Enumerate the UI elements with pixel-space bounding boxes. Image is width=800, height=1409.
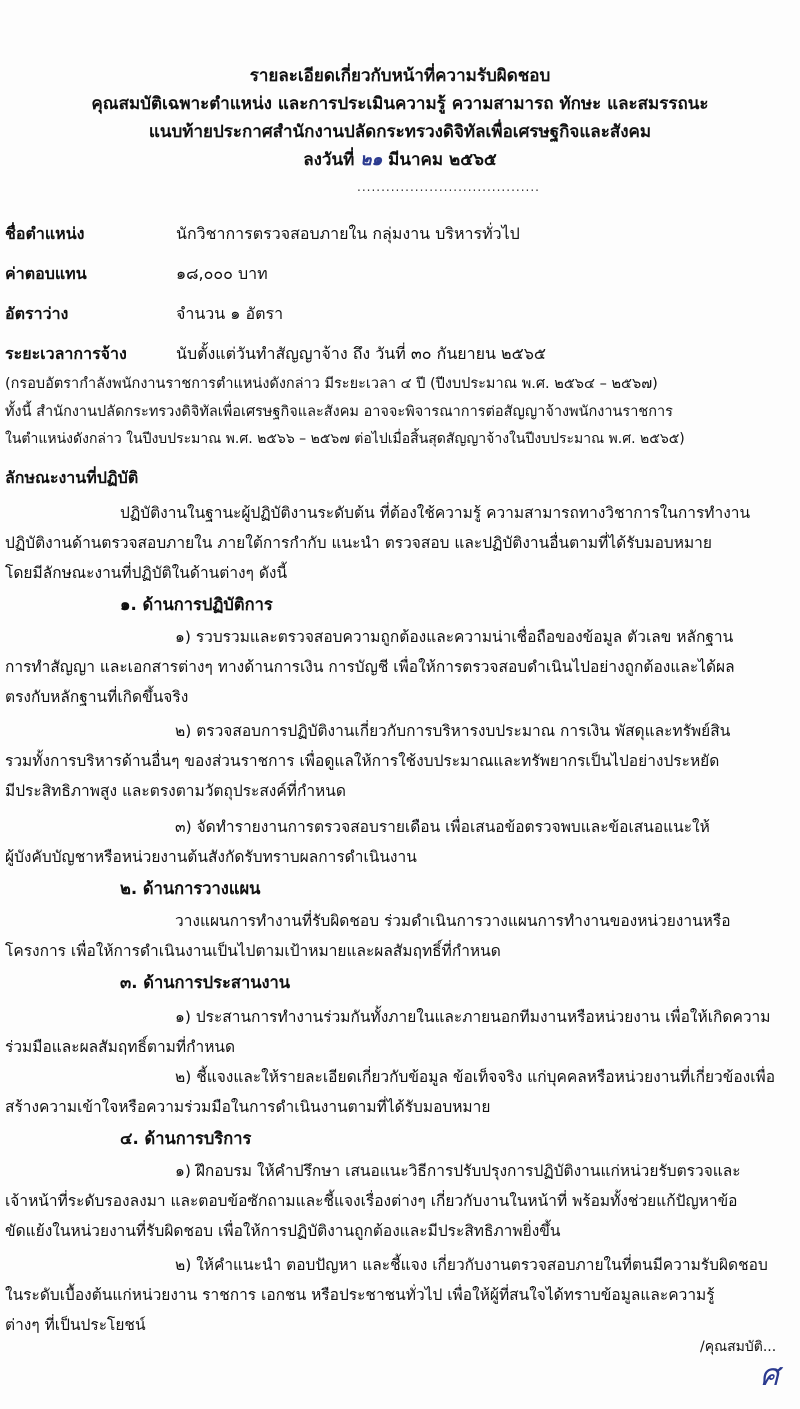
- field-label-vacancy: อัตราว่าง: [5, 304, 69, 323]
- section-1-item-3-line1: ๓) จัดทำรายงานการตรวจสอบรายเดือน เพื่อเสนอข้อตรวจพบและข้อเสนอแนะให้: [175, 818, 710, 836]
- field-label-salary: ค่าตอบแทน: [5, 264, 87, 283]
- doc-title-line1: รายละเอียดเกี่ยวกับหน้าที่ความรับผิดชอบ: [249, 66, 551, 86]
- separator-dots: ......................................: [357, 180, 540, 194]
- section-1-item-1-line2: การทำสัญญา และเอกสารต่างๆ ทางด้านการเงิน การบัญชี เพื่อให้การตรวจสอบดำเนินไปอย่างถูกต้องและได้ผล: [5, 658, 735, 676]
- section-4-item-1-line1: ๑) ฝึกอบรม ให้คำปรึกษา เสนอแนะวิธีการปรับปรุงการปฏิบัติงานแก่หน่วยรับตรวจและ: [175, 1162, 741, 1180]
- date-rest: มีนาคม ๒๕๖๕: [388, 150, 497, 170]
- section-1-item-1-line3: ตรงกับหลักฐานที่เกิดขึ้นจริง: [5, 688, 189, 706]
- continued-marker: /คุณสมบัติ...: [700, 1339, 777, 1355]
- employment-note-line1: (กรอบอัตรากำลังพนักงานราชการตำแหน่งดังกล่าว มีระยะเวลา ๔ ปี (ปีงบประมาณ พ.ศ. ๒๕๖๔ – ๒๕๖๗): [5, 376, 658, 392]
- section-2-title: ๒. ด้านการวางแผน: [120, 879, 261, 898]
- duties-intro-line3: โดยมีลักษณะงานที่ปฏิบัติในด้านต่างๆ ดังนี้: [5, 564, 288, 582]
- duties-intro-line2: ปฏิบัติงานด้านตรวจสอบภายใน ภายใต้การกำกับ แนะนำ ตรวจสอบ และปฏิบัติงานอื่นตามที่ได้รับมอบหมาย: [5, 534, 712, 552]
- section-4-item-1-line3: ขัดแย้งในหน่วยงานที่รับผิดชอบ เพื่อให้การปฏิบัติงานถูกต้องและมีประสิทธิภาพยิ่งขึ้น: [5, 1222, 561, 1240]
- section-4-item-2-line3: ต่างๆ ที่เป็นประโยชน์: [5, 1316, 146, 1334]
- doc-date-line: [0, 146, 800, 173]
- section-1-item-3-line2: ผู้บังคับบัญชาหรือหน่วยงานต้นสังกัดรับทราบผลการดำเนินงาน: [5, 848, 417, 866]
- field-label-duration: ระยะเวลาการจ้าง: [5, 344, 127, 363]
- doc-title-line3: แนบท้ายประกาศสำนักงานปลัดกระทรวงดิจิทัลเพื่อเศรษฐกิจและสังคม: [148, 122, 652, 142]
- section-3-item-2-line1: ๒) ชี้แจงและให้รายละเอียดเกี่ยวกับข้อมูล ข้อเท็จจริง แก่บุคคลหรือหน่วยงานที่เกี่ยวข้องเพื่อ: [175, 1068, 776, 1086]
- field-value-salary: ๑๘,๐๐๐ บาท: [176, 264, 268, 283]
- section-1-title: ๑. ด้านการปฏิบัติการ: [120, 595, 273, 614]
- section-1-item-2-line3: มีประสิทธิภาพสูง และตรงตามวัตถุประสงค์ที่กำหนด: [5, 782, 346, 800]
- section-2-item-1-line2: โครงการ เพื่อให้การดำเนินงานเป็นไปตามเป้าหมายและผลสัมฤทธิ์ที่กำหนด: [5, 942, 501, 960]
- section-4-title: ๔. ด้านการบริการ: [120, 1129, 252, 1148]
- handwritten-day: ๒๑: [360, 150, 383, 170]
- section-1-item-1-line1: ๑) รวบรวมและตรวจสอบความถูกต้องและความน่าเชื่อถือของข้อมูล ตัวเลข หลักฐาน: [175, 628, 734, 646]
- section-3-item-1-line2: ร่วมมือและผลสัมฤทธิ์ตามที่กำหนด: [5, 1038, 236, 1056]
- section-1-item-2-line2: รวมทั้งการบริหารด้านอื่นๆ ของส่วนราชการ เพื่อดูแลให้การใช้งบประมาณและทรัพยากรเป็นไปอย่างประหยัด: [5, 752, 720, 770]
- field-value-position: นักวิชาการตรวจสอบภายใน กลุ่มงาน บริหารทั่วไป: [176, 224, 520, 243]
- field-label-position: ชื่อตำแหน่ง: [5, 224, 85, 243]
- section-3-item-2-line2: สร้างความเข้าใจหรือความร่วมมือในการดำเนินงานตามที่ได้รับมอบหมาย: [5, 1098, 491, 1116]
- duties-intro-line1: ปฏิบัติงานในฐานะผู้ปฏิบัติงานระดับต้น ที่ต้องใช้ความรู้ ความสามารถทางวิชาการในการทำงาน: [120, 504, 751, 522]
- date-prefix: ลงวันที่: [303, 150, 355, 170]
- section-4-item-1-line2: เจ้าหน้าที่ระดับรองลงมา และตอบข้อซักถามและชี้แจงเรื่องต่างๆ เกี่ยวกับงานในหน้าที่ พร้อมทั้งช่วยแก้ปัญหาข้อ: [5, 1192, 738, 1210]
- section-4-item-2-line2: ในระดับเบื้องต้นแก่หน่วยงาน ราชการ เอกชน หรือประชาชนทั่วไป เพื่อให้ผู้ที่สนใจได้ทราบข้อมูลและความรู้: [5, 1286, 715, 1304]
- section-3-item-1-line1: ๑) ประสานการทำงานร่วมกันทั้งภายในและภายนอกทีมงานหรือหน่วยงาน เพื่อให้เกิดความ: [175, 1008, 771, 1026]
- section-1-item-2-line1: ๒) ตรวจสอบการปฏิบัติงานเกี่ยวกับการบริหารงบประมาณ การเงิน พัสดุและทรัพย์สิน: [175, 722, 731, 740]
- duties-heading: ลักษณะงานที่ปฏิบัติ: [5, 468, 139, 487]
- field-value-duration: นับตั้งแต่วันทำสัญญาจ้าง ถึง วันที่ ๓๐ กันยายน ๒๕๖๕: [176, 344, 546, 363]
- employment-note-line3: ในตำแหน่งดังกล่าว ในปีงบประมาณ พ.ศ. ๒๕๖๖ – ๒๕๖๗ ต่อไปเมื่อสิ้นสุดสัญญาจ้างในปีงบประมาณ พ.ศ. ๒๕๖๕): [5, 431, 685, 447]
- section-3-title: ๓. ด้านการประสานงาน: [120, 973, 291, 992]
- field-value-vacancy: จำนวน ๑ อัตรา: [176, 304, 284, 323]
- doc-title-line2: คุณสมบัติเฉพาะตำแหน่ง และการประเมินความรู้ ความสามารถ ทักษะ และสมรรถนะ: [91, 94, 709, 114]
- employment-note-line2: ทั้งนี้ สำนักงานปลัดกระทรวงดิจิทัลเพื่อเศรษฐกิจและสังคม อาจจะพิจารณาการต่อสัญญาจ้างพนักงานราชการ: [5, 404, 673, 420]
- section-2-item-1-line1: วางแผนการทำงานที่รับผิดชอบ ร่วมดำเนินการวางแผนการทำงานของหน่วยงานหรือ: [175, 912, 731, 930]
- section-4-item-2-line1: ๒) ให้คำแนะนำ ตอบปัญหา และชี้แจง เกี่ยวกับงานตรวจสอบภายในที่ตนมีความรับผิดชอบ: [175, 1256, 768, 1274]
- handwritten-initial-icon: ศ: [760, 1358, 780, 1393]
